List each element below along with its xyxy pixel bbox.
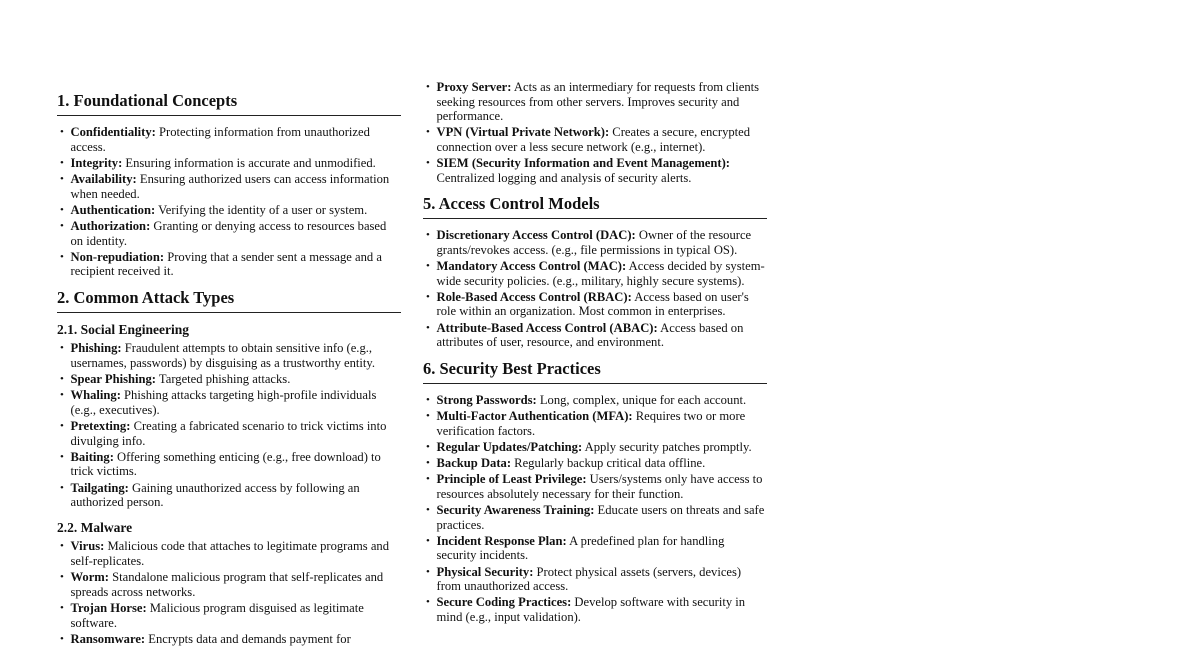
bullet-icon: • — [426, 81, 430, 93]
item-text: Owner of the resource grants/revokes access. (e.g., file permissions in typical OS). — [436, 228, 752, 257]
item-term: Authentication: — [70, 202, 156, 217]
item-text: Fraudulent attempts to obtain sensitive info (e.g., usernames, passwords) by disguising as a trustworthy entity. — [70, 341, 376, 370]
list-item — [423, 125, 767, 154]
list-item — [423, 156, 767, 185]
subsection-heading: 2.1. Social Engineering — [57, 321, 190, 337]
bullet-icon: • — [426, 157, 430, 170]
item-term: SIEM (Security Information and Event Management): — [436, 156, 730, 171]
item-text: Apply security patches promptly. — [582, 439, 752, 454]
item-term: Tailgating: — [70, 480, 129, 495]
bullet-icon: • — [426, 321, 430, 334]
item-term: Availability: — [70, 171, 137, 186]
bullet-icon: • — [426, 440, 430, 453]
item-text: Gaining unauthorized access by following an authorized person. — [70, 480, 360, 510]
right-column — [423, 80, 767, 634]
bullet-list — [423, 80, 767, 185]
bullet-list — [423, 228, 767, 350]
item-term: Pretexting: — [70, 419, 131, 434]
item-term: Trojan Horse: — [70, 600, 147, 615]
list-item — [423, 503, 767, 532]
list-item — [423, 456, 767, 471]
list-item — [423, 440, 767, 455]
item-term: Confidentiality: — [70, 124, 156, 139]
item-text: Malicious program disguised as legitimate software. — [70, 600, 364, 630]
list-item — [57, 388, 401, 417]
item-text: Malicious code that attaches to legitimate programs and self-replicates. — [70, 539, 389, 568]
section-heading: 6. Security Best Practices — [423, 360, 767, 384]
list-item — [57, 570, 401, 599]
item-text: Regularly backup critical data offline. — [511, 455, 706, 470]
bullet-icon: • — [60, 250, 64, 263]
list-item — [423, 321, 767, 350]
bullet-icon: • — [60, 601, 64, 614]
item-text: Proving that a sender sent a message and a recipient received it. — [70, 249, 382, 279]
item-text: Access decided by system-wide security policies. (e.g., military, highly secure systems). — [436, 259, 765, 288]
list-item — [57, 172, 401, 201]
list-item — [57, 419, 401, 448]
bullet-list — [57, 125, 401, 279]
section-heading: 1. Foundational Concepts — [57, 92, 401, 116]
section-heading: 2. Common Attack Types — [57, 289, 401, 313]
bullet-icon: • — [60, 156, 64, 169]
list-item — [57, 203, 401, 218]
item-text: Targeted phishing attacks. — [156, 372, 291, 387]
item-term: VPN (Virtual Private Network): — [436, 125, 610, 140]
item-term: Strong Passwords: — [436, 392, 537, 407]
bullet-icon: • — [426, 534, 430, 547]
bullet-icon: • — [60, 420, 64, 433]
item-term: Virus: — [70, 539, 105, 554]
list-item — [423, 290, 767, 319]
bullet-icon: • — [60, 172, 64, 185]
item-text: Granting or denying access to resources based on identity. — [70, 218, 387, 248]
bullet-icon: • — [426, 473, 430, 486]
bullet-icon: • — [60, 203, 64, 216]
item-text: Users/systems only have access to resources absolutely necessary for their function. — [436, 472, 763, 501]
list-item — [423, 534, 767, 563]
bullet-icon: • — [426, 596, 430, 609]
item-term: Phishing: — [70, 341, 122, 356]
bullet-icon: • — [60, 632, 64, 645]
item-text: Access based on attributes of user, resource, and environment. — [436, 320, 744, 350]
list-item — [57, 481, 401, 510]
bullet-icon: • — [60, 540, 64, 553]
item-term: Worm: — [70, 570, 109, 585]
item-text: Ensuring information is accurate and unmodified. — [122, 155, 376, 170]
bullet-icon: • — [60, 450, 64, 463]
bullet-icon: • — [426, 290, 430, 303]
item-text: Phishing attacks targeting high-profile individuals (e.g., executives). — [70, 388, 377, 417]
item-text: Educate users on threats and safe practices. — [436, 502, 765, 532]
item-term: Secure Coding Practices: — [436, 595, 572, 610]
item-term: Attribute-Based Access Control (ABAC): — [436, 320, 658, 335]
list-item — [423, 565, 767, 594]
bullet-icon: • — [426, 393, 430, 406]
list-item — [423, 259, 767, 288]
item-term: Authorization: — [70, 218, 151, 233]
section-access-control-models — [423, 195, 767, 350]
item-term: Security Awareness Training: — [436, 502, 595, 517]
list-item — [423, 595, 767, 624]
bullet-icon: • — [60, 219, 64, 232]
list-item — [57, 156, 401, 171]
bullet-list — [57, 539, 401, 646]
bullet-icon: • — [60, 571, 64, 584]
item-term: Ransomware: — [70, 631, 146, 646]
list-item — [57, 450, 401, 479]
bullet-icon: • — [60, 373, 64, 386]
section-heading: 5. Access Control Models — [423, 195, 767, 219]
subsection-heading: 2.2. Malware — [57, 519, 133, 535]
item-text: Protecting information from unauthorized access. — [70, 124, 370, 154]
item-text: Access based on user's role within an organization. Most common in enterprises. — [436, 289, 749, 319]
bullet-icon: • — [60, 481, 64, 494]
bullet-list — [57, 341, 401, 510]
list-item — [57, 125, 401, 154]
bullet-icon: • — [60, 389, 64, 402]
item-term: Spear Phishing: — [70, 372, 156, 387]
section-common-attack-types — [57, 289, 401, 646]
list-item — [57, 539, 401, 568]
item-text: Acts as an intermediary for requests from clients seeking resources from other servers. Improves security and performance. — [436, 80, 760, 124]
bullet-icon: • — [426, 229, 430, 242]
item-term: Non-repudiation: — [70, 249, 165, 264]
bullet-icon: • — [426, 565, 430, 578]
item-text: Long, complex, unique for each account. — [536, 392, 747, 407]
list-item — [423, 409, 767, 438]
item-term: Backup Data: — [436, 455, 512, 470]
item-term: Principle of Least Privilege: — [436, 472, 587, 487]
item-text: Protect physical assets (servers, devices) from unauthorized access. — [436, 564, 742, 594]
bullet-icon: • — [426, 503, 430, 516]
item-term: Regular Updates/Patching: — [436, 439, 583, 454]
bullet-icon: • — [60, 125, 64, 138]
item-term: Multi-Factor Authentication (MFA): — [436, 409, 633, 423]
section-security-best-practices — [423, 360, 767, 625]
list-item — [57, 250, 401, 279]
item-text: Offering something enticing (e.g., free download) to trick victims. — [70, 449, 381, 479]
bullet-icon: • — [426, 410, 430, 422]
list-item — [57, 341, 401, 370]
bullet-icon: • — [60, 342, 64, 355]
list-item — [423, 80, 767, 124]
item-term: Baiting: — [70, 449, 114, 464]
bullet-icon: • — [426, 456, 430, 469]
item-text: Centralized logging and analysis of security alerts. — [436, 170, 692, 185]
item-term: Integrity: — [70, 155, 123, 170]
bullet-icon: • — [426, 126, 430, 139]
list-item — [423, 228, 767, 257]
item-text: Verifying the identity of a user or system. — [155, 202, 368, 217]
bullet-icon: • — [426, 260, 430, 273]
list-item — [423, 472, 767, 501]
item-text: Requires two or more verification factors. — [436, 409, 746, 438]
item-term: Physical Security: — [436, 564, 534, 579]
item-term: Discretionary Access Control (DAC): — [436, 228, 636, 243]
item-term: Role-Based Access Control (RBAC): — [436, 289, 632, 304]
left-column — [57, 92, 401, 656]
section-foundational-concepts — [57, 92, 401, 279]
item-text: Standalone malicious program that self-replicates and spreads across networks. — [70, 570, 384, 599]
item-term: Incident Response Plan: — [436, 533, 567, 548]
item-text: Creates a secure, encrypted connection over a less secure network (e.g., internet). — [436, 125, 751, 154]
bullet-list — [423, 393, 767, 625]
item-text: Creating a fabricated scenario to trick victims into divulging info. — [70, 419, 387, 448]
item-text: Develop software with security in mind (e.g., input validation). — [436, 595, 746, 624]
item-term: Whaling: — [70, 388, 121, 403]
list-item — [57, 372, 401, 387]
item-text: A predefined plan for handling security incidents. — [436, 533, 725, 563]
item-text: Encrypts data and demands payment for — [145, 631, 351, 646]
list-item — [57, 219, 401, 248]
list-item — [57, 632, 401, 647]
item-term: Mandatory Access Control (MAC): — [436, 259, 627, 274]
item-term: Proxy Server: — [436, 80, 512, 94]
item-text: Ensuring authorized users can access information when needed. — [70, 171, 390, 201]
list-item — [423, 393, 767, 408]
